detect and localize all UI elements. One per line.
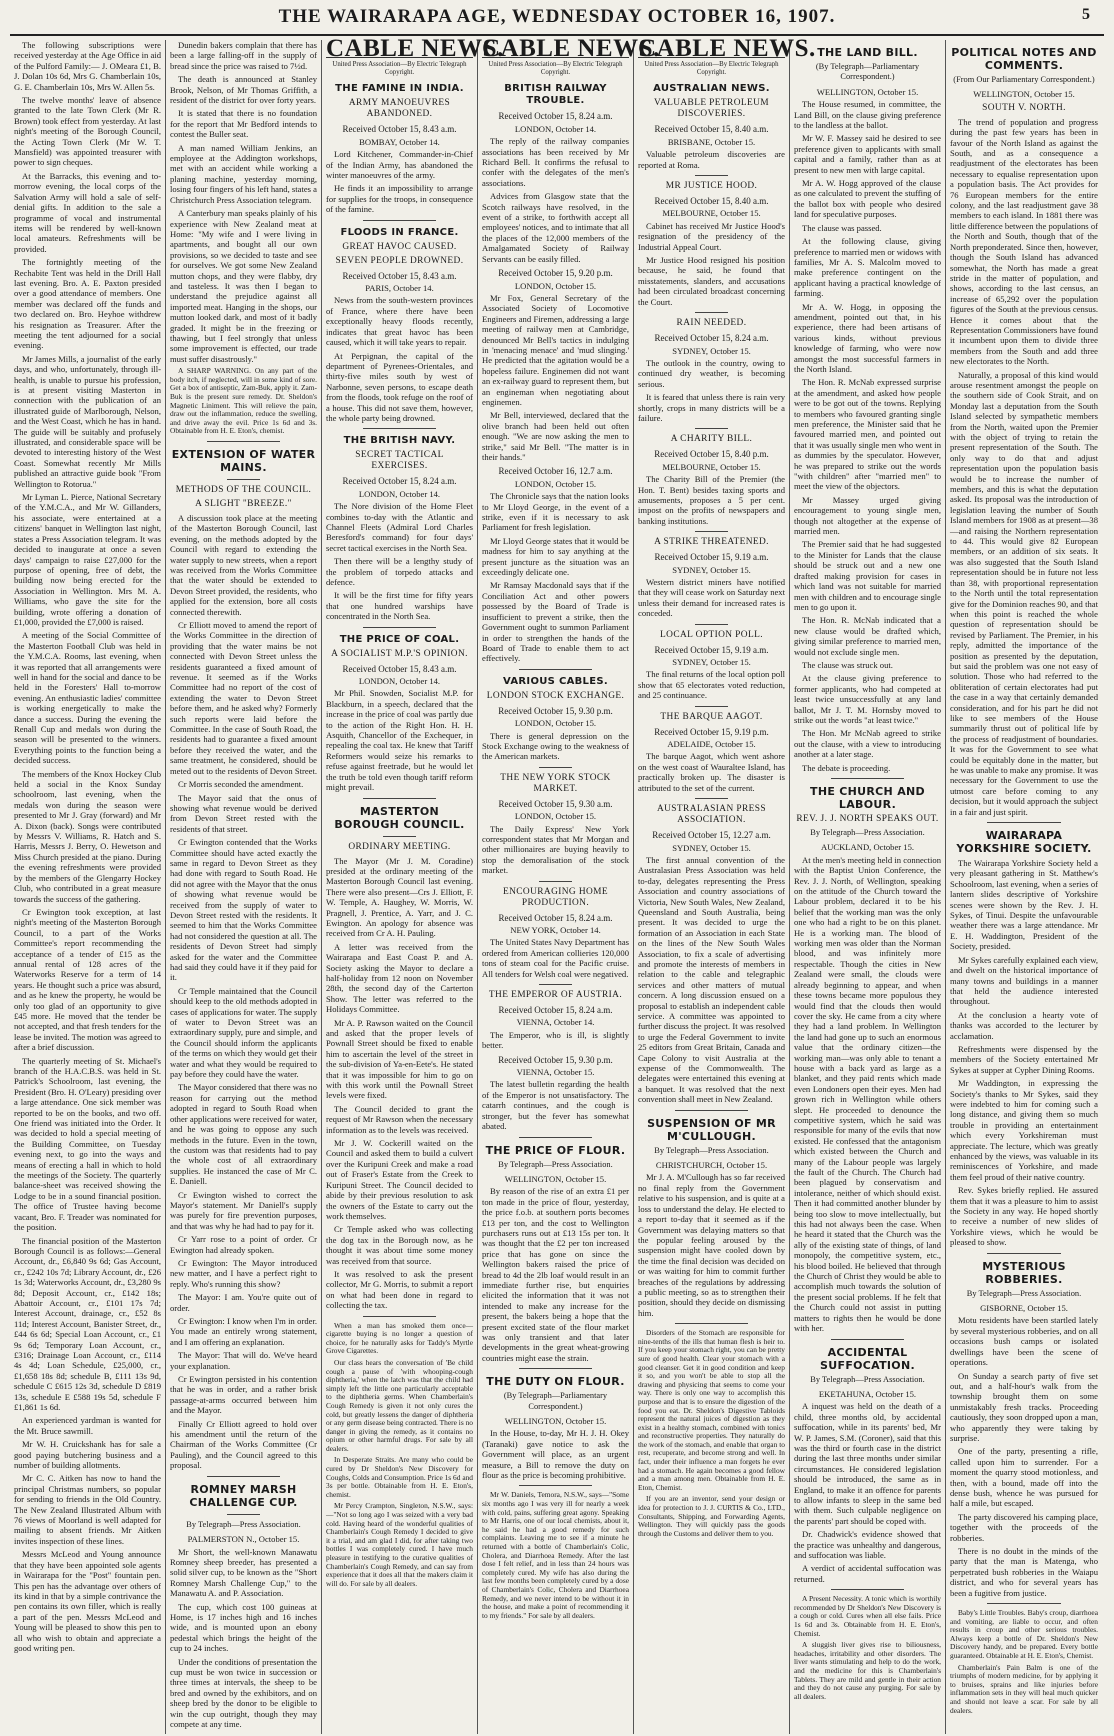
paragraph: The clause was struck out. (802, 659, 893, 670)
dateline: MELBOURNE, October 15. (662, 208, 761, 219)
divider (695, 175, 727, 176)
subheading: VALUABLE PETROLEUM DISCOVERIES. (653, 98, 770, 120)
divider (831, 1589, 905, 1590)
byline: By Telegraph—Press Association. (498, 1159, 613, 1169)
paragraph: Cr Ewington persisted in his contention that he was in order, and a rather brisk passage-at-arms occurred between him and the Mayor. (170, 1374, 317, 1416)
paragraph: At the men's meeting held in connection with the Baptist Union Conference, the Rev. J. J. North, of Wellington, speaking on the attitude of the Church toward the Labour problem, declared it to be his belief that the working man was the only one who had a right to be on this planet. He is a working man. The blood of working men was older than the Norman blood, and was infinitely more respectable. Though the cities in New Zealand were small, the clouds were already beginning to appear, and when these towns became more populous they would find that the clouds then would cover the sky. He came from a city where they had a land problem. In Wellington the land had gone up to such an enormous value that the ordinary citizen—the working man—was only able to tenant a house with a back yard as large as a blanket, and they paid rents which made even Londoners open their eyes. Men had grown rich in Wellington while others slept. He proceeded to denounce the competitive system, which he said was responsible for many of the evils that now existed. He confessed that the antagonism which existed between the Church and many of the Labour people was largely the fault of the Church. The Church had been plagued by conservatism and intolerance, neither of which should exist. Then it had committed another blunder by being too slow to move intellectually, but this had not always been the case. When he heard it stated that the Church was the ally of the existing state of things, of land monopoly, the competitive system, etc., his blood boiled. He believed that through the Church of Christ they would be able to accomplish much towards the solution of the present social problems. If he felt that the Church could not assist in putting matters to rights then he would be done with her. (794, 854, 941, 1334)
paragraph: Cr Ewington: I know when I'm in order. You made an entirely wrong statement, and I am offering an explanation. (170, 1316, 317, 1347)
paragraph: It was resolved to ask the present collector, Mr G. Morris, to submit a report on what had been done in regard to collecting the tax. (326, 1268, 473, 1311)
paragraph: Dunedin bakers complain that there has been a large falling-off in the supply of bread since the price was raised to 7½d. (170, 40, 317, 71)
advertisement: Mr Percy Crampton, Singleton, N.S.W., says:—"Not so long ago I was seized with a very bad cold. Having heard of the wonderful qualities of Chamberlain's Cough Remedy I decided to give it a trial, and am glad I did, for after taking two bottles I was completely cured. I have much pleasure in testifying to the curative qualities of Chamberlain's Cough Remedy, and can say from experience that it does all that the makers claim it will do. For sale by all dealers. (326, 1501, 473, 1588)
paragraph: Naturally, a proposal of this kind would arouse resentment amongst the people on the southern side of Cook Strait, and on Monday last a deputation from the South Island selected by sympathetic members from the North, waited upon the Premier with the object of trying to retain the present representation of the South. The only way to do that and adjust representation upon the population basis would be to increase the number of members, and this is what the deputation asked. Its proposal was the introduction of legislation leaving the number of South Island members for 1908 as at present—38—and raising the Northern representation to 44. This would give 82 European members, or an addition of six seats. It was also suggested that the South Island representation should be in future not less than 38, with proportional representation to the North until the total representation give for the Dominion reaches 90, and that when this point is reached the whole question of representation should be revised by Parliament. The Premier, in his reply, admitted the importance of the position as presented by the deputation, but said the problem was one not easy of solution. Those who had referred to the obliteration of certain electorates had put the case in a way that certainly demanded consideration, and for his part he did not like to see members of the House summarily thrust out of political life by the process of readjustment of boundaries. It was for the Government to see what could be equitably done in the matter, but he was unable to make any promise. It was necessary for the Government to use the utmost care before coming to any decision, but it would approach the subject in a fair and just spirit. (950, 369, 1098, 817)
paragraph: The final returns of the local option poll show that 65 electorates voted reduction, and 25 continuance. (638, 669, 785, 701)
subheading: LONDON STOCK EXCHANGE. (486, 690, 625, 701)
credit-line: United Press Association—By Electric Telegraph Copyright. (332, 61, 467, 77)
divider (695, 706, 727, 707)
subheading: METHODS OF THE COUNCIL. (175, 484, 312, 495)
paragraph: News from the south-western provinces of France, where there have been exceptionally heavy floods recently, indicates that great havoc has been caused, which it will take years to repair. (326, 295, 473, 348)
paragraph: Messrs McLeod and Young announce that they have been appointed sole agents in Wairarapa for the "Post" fountain pen. This pen has the advantage over others of its kind in that by a simple contrivance the pen contains its own filler, which is really a part of the pen. Messrs McLeod and Young will be pleased to show this pen to all who wish to obtain and appreciate a good writing pen. (14, 1549, 161, 1653)
dateline: MELBOURNE, October 15. (662, 461, 761, 472)
paragraph: Mr Ramsay Macdonald says that if the Conciliation Act and other powers possessed by the Board of Trade is insufficient to prevent a strike, then the Government ought to summon Parliament in order to strengthen the hands of the Board of Trade to enable them to act effectively. (482, 580, 629, 664)
paragraph: At Perpignan, the capital of the department of Pyrenees-Orientales, and thirty-five miles south by west of Narbonne, seven persons, to escape death from the floods, took refuge on the roof of a house. This did not save them, however, the whole party being drowned. (326, 350, 473, 423)
divider (987, 822, 1061, 823)
paragraph: A man named William Jenkins, an employee at the Addington workshops, met with an accident while working a planing machine, yesterday morning, losing four fingers of his left hand, states a Christchurch Press Association telegram. (170, 142, 317, 205)
divider (519, 1485, 593, 1486)
section-heading: EXTENSION OF WATER MAINS. (171, 447, 316, 474)
paragraph: Mr A. W. Hogg approved of the clause as one calculated to prevent the stuffing of the ballot box with people who desired land for speculative purposes. (794, 178, 941, 220)
paragraph: Mr A. P. Rawson waited on the Council and asked that the proper levels of Pownall Street should be fixed to enable him to ascertain the level of the street in the sub-division of Ya-en-Eete's. He stated that it was impossible for him to go on with this work until the Pownall Street levels were fixed. (326, 1017, 473, 1101)
paragraph: By reason of the rise of an extra £1 per ton made in the price of flour, yesterday, the price f.o.b. at southern ports becomes £13 per ton, and the cost to Wellington purchasers runs out at £13 15s per ton. It was thought that the £2 per ton increased price that has gone on since the Wellington bakers raised the price of bread to 4d the 2lb loaf would result in an immediate further rise, but enquiries elicited the information that it was not intended to make any increase for the present, the bakers being a hope that the present excited state of the flour market was only transient and that later developments in the great wheat-growing countries might ease the strain. (482, 1186, 629, 1363)
divider (519, 669, 593, 670)
section-heading: FLOODS IN FRANCE. (340, 226, 459, 238)
paragraph: Mr A. W. Hogg, in opposing the amendment, pointed out that, in his experience, there had been artisans of various kinds, without previous knowledge of farming, who were now amongst the most successful farmers in the North Island. (794, 301, 941, 374)
paragraph: Lord Kitchener, Commander-in-Chief of the Indian Army, has abandoned the winter manoeuvres of the army. (326, 149, 473, 181)
dateline: PALMERSTON N., October 15. (187, 1534, 300, 1545)
subheading: REV. J. J. NORTH SPEAKS OUT. (796, 814, 939, 824)
paragraph: The outlook in the country, owing to continued dry weather, is becoming serious. (638, 357, 785, 389)
paragraph: The members of the Knox Hockey Club held a social in the Knox Sunday schoolroom, last evening, when the medals won during the season were presented to Mr J. Gray (forward) and Mr A. Dixon (back). Songs were contributed by Messrs V. Williams, R. Hatch and S. Harris, Messrs J. Berry, O. Hewetson and Miss Church presided at the piano. During the evening refreshments were provided by the members of the Glengarry Hockey Club, who contributed in a great measure towards the success of the gathering. (14, 768, 161, 904)
divider (987, 1603, 1061, 1604)
dateline: VIENNA, October 14. (516, 1017, 595, 1028)
paragraph: The Emperor, who is ill, is slightly better. (482, 1029, 629, 1051)
subheading: A SLIGHT "BREEZE." (195, 498, 292, 509)
paragraph: Cr Temple asked who was collecting the dog tax in the Borough now, as he thought it was about time some money was received from that source. (326, 1224, 473, 1266)
paragraph: Mr Fox, General Secretary of the Associated Society of Locomotive Engineers and Firemen, addressing a large meeting of railway men at Cambridge, denounced Mr Bell's tactics in indulging in 'menacing menace' and 'mud slinging.' He predicted that the agitation would be a hopeless failure. Enginemen did not want an ex-railway guard to represent them, but an engineman when negotiating about enginemen. (482, 292, 629, 407)
advertisement: If you are an inventor, send your design or idea for protection to J. J. CURTIS & Co., LTD., Consultants, Shipping, and Forwarding Agents, Wellington. They will quickly pass the goods through the Customs and deliver them to you. (638, 1494, 785, 1538)
dateline: BRISBANE, October 15. (667, 136, 756, 147)
subheading: ENCOURAGING HOME PRODUCTION. (502, 886, 609, 908)
received-line: Received October 15, 8.43 a.m. (342, 663, 457, 674)
divider (519, 1137, 593, 1138)
dateline: LONDON, October 14. (358, 488, 441, 499)
section-heading: THE FAMINE IN INDIA. (335, 83, 464, 95)
divider (207, 1476, 281, 1477)
paragraph: Mr Lyman L. Pierce, National Secretary of the Y.M.C.A., and Mr W. Gillanders, his associate, were entertained at a citizens' banquet in Wellington last night, states a Press Association telegram. It was decided to inaugurate at once a seven days' campaign to raise £27,000 for the purpose of opening, free of debt, the building now being erected for the Association in Wellington. Mrs M. A. Williams, who gave the site for the building, wrote offering a donation of £1,000, provided the £7,000 is raised. (14, 492, 161, 627)
byline: By Telegraph—Press Association. (654, 1145, 769, 1155)
paragraph: The Wairarapa Yorkshire Society held a very pleasant gathering in St. Matthew's Schoolroom, last evening, when a series of lantern slides descriptive of Yorkshire scenes were shown by the Rev. J. H. Sykes, of Tinui. Despite the unfavourable weather there was a large attendance. Mr E. H. Waddington, President of the Society, presided. (950, 858, 1098, 952)
advertisement: Our class hears the conversation of 'Be child cough a pause of 'with whooping-cough diphtheria,' when the latch was that the child had simply left the little one particularly acceptable to the diphtheria germs. When Chamberlain's Cough Remedy is given it not only cures the cold, but greatly lessens the danger of diphtheria or any germ disease being contracted. There is no danger in giving the remedy, as it contains no opium or other harmful drugs. For sale by all dealers. (326, 1357, 473, 1453)
divider (363, 220, 437, 221)
paragraph: Refreshments were dispensed by the members of the Society entertained Mr Sykes at supper at Cypher Dining Rooms. (950, 1043, 1098, 1075)
section-heading: THE BRITISH NAVY. (343, 435, 456, 447)
section-heading: THE LAND BILL. (817, 46, 918, 59)
paragraph: Cr Ewington contended that the Works Committee should have acted exactly the same in regard to Devon Street as they had done with regard to South Road. He did not agree with the Mayor that the onus of showing what revenue would be received from the supply of water to Devon Street rested with the residents. It seemed to him that the Works Committee had not considered the question at all. The residents of Devon Street had simply asked for the water and the Committee had said they could have it if they paid for it. (170, 837, 317, 983)
section-heading: MASTERTON BOROUGH COUNCIL. (334, 804, 465, 831)
paragraph: An experienced yardman is wanted for the Mt. Bruce sawmill. (14, 1415, 161, 1436)
paragraph: At the Barracks, this evening and to-morrow evening, the local corps of the Salvation Army will hold a sale of self-denial gifts. In addition to the sale a programme of vocal and instrumental items will be rendered by well-known local amateurs. Refreshments will be provided. (14, 170, 161, 254)
cable-news-banner: CABLE NEWS. (326, 35, 504, 62)
paragraph: The cup, which cost 100 guineas at Home, is 17 inches high and 16 inches wide, and is mounted upon an ebony pedestal which brings the height of the cup to 24 inches. (170, 1601, 317, 1654)
divider (227, 479, 259, 480)
credit-line: United Press Association—By Electric Telegraph Copyright. (488, 61, 623, 77)
paragraph: Then there will be a lengthy study of the problem of torpedo attacks and defence. (326, 556, 473, 587)
column-6 (790, 40, 946, 1734)
received-line: Received October 15, 8.24 a.m. (654, 333, 769, 344)
received-line: Received October 15, 8.24 a.m. (342, 476, 457, 487)
paragraph: There is general depression on the Stock Exchange owing to the weakness of the American markets. (482, 730, 629, 762)
divider (363, 428, 437, 429)
paragraph: The Council decided to grant the request of Mr Rawson when the necessary information as to the levels was received. (326, 1103, 473, 1135)
paragraph: The following subscriptions were received yesterday at the Age Office in aid of the Pulford Family:— J. OMeara £1, B. J. Dolan 10s 6d, Mrs G. Chamberlain 10s, G. E. Chamberlain 10s, Mrs W. Allen 5s. (14, 40, 161, 92)
received-line: Received October 15, 9.30 a.m. (498, 798, 613, 809)
paragraph: The Nore division of the Home Fleet combines to-day with the Atlantic and Channel Fleets (Admiral Lord Charles Beresford's command) for four days' secret tactical exercises in the North Sea. (326, 501, 473, 553)
paragraph: He finds it an impossibility to arrange for supplies for the troops, in consequence of the famine. (326, 183, 473, 215)
section-heading: VARIOUS CABLES. (503, 675, 608, 687)
paragraph: Mr J. W. Cockerill waited on the Council and asked them to build a culvert over the Kuripuni Creek and make a road out of Fraser's Estate from the Creek to Kuripuni Street. The Council decided to abide by their previous resolution to ask the owners of the Estate to carry out the work themselves. (326, 1138, 473, 1221)
divider (227, 1514, 259, 1515)
paragraph: Mr W. H. Cruickshank has for sale a good paying butchering business and a number of building allotments. (14, 1439, 161, 1471)
received-line: Received October 15, 8.43 a.m. (342, 270, 457, 281)
credit-line: United Press Association—By Electric Telegraph Copyright. (644, 61, 779, 77)
paragraph: Mr Short, the well-known Manawatu Romney sheep breeder, has presented a solid silver cup, to be known as the "Short Romney Marsh Challenge Cup," to the Manawatu A. and P. Association. (170, 1546, 317, 1599)
divider (363, 627, 437, 628)
paragraph: The latest bulletin regarding the health of the Emperor is not unsatisfactory. The catarrh continues, and the cough is stronger, but the fever has somewhat abated. (482, 1079, 629, 1132)
divider (207, 441, 281, 442)
paragraph: The trend of population and progress during the past few years has been in favour of the North Island as against the South, and as a consequence a readjustment of the electorates has been necessary to equalise representation upon a population basis. The Act provides for 76 European members for the entire colony, and the last readjustment gave 38 members to each island. In 1881 there was little difference between the populations of the North and South, though that of the North preponderated. Since then, however, though the South Island has advanced somewhat, the North has made a great stride in the matter of population, and shows, according to the last census, an increase of 65,292 over the population figures of the South at the previous census. Hence it comes about that the Representation Commissioners have found it incumbent upon them to divide three members from the South and add three new electorates to the North. (950, 116, 1098, 367)
received-line: Received October 15, 12.27 a.m. (652, 830, 771, 841)
page-number: 5 (1082, 6, 1090, 23)
paragraph: A Canterbury man speaks plainly of his experience with New Zealand meat at Home: "My wife and I were living in apartments, and bought all our own provisions, so we decided to taste and see for ourselves. We got some New Zealand mutton chops, and they were flabby, dry and tasteless. It was then I began to understand the prejudice against all imported meat. Hanging in the shops, our mutton looked dark, and most of it badly graded. It might be in the freezing or thawing, but I feel strongly that unless some improvement is effected, our trade must suffer disastrously." (170, 208, 317, 364)
received-line: Received October 15, 8.24 a.m. (498, 1005, 613, 1016)
paragraph: The Mayor: That will do. We've heard your explanation. (170, 1350, 317, 1371)
divider (695, 798, 727, 799)
dateline: SYDNEY, October 15. (672, 345, 751, 356)
paragraph: Mr Sykes carefully explained each view, and dwelt on the historical importance of many towns and buildings in a manner that held the audience interested throughout. (950, 954, 1098, 1007)
divider (539, 881, 571, 882)
cable-news-banner: CABLE NEWS. (482, 35, 660, 62)
paragraph: Mr James Mills, a journalist of the early days, and who, unfortunately, through ill-health, is unable to pursue his profession, is at present visiting Masterton in connection with the publication of an illustrated guide of Marlborough, Nelson, and the West Coast, which he has in hand. The guide will be suitably and profusely illustrated, and considerable space will be devoted to interesting history of the West Coast. Somewhat recently Mr Mills published an attractive guide book "From Wellington to Rotorua." (14, 353, 161, 489)
paragraph: The quarterly meeting of St. Michael's branch of the H.A.C.B.S. was held in St. Patrick's Schoolroom, last evening, the President (Bro. H. O'Leary) presiding over a large attendance. One sick member was reported to be on the books, and two off. One friend was initiated into the Order. It was decided to hold a special meeting of the Building Committee, on Tuesday evening next, to go into the ways and means of erecting a hall in which to hold the meetings of the Society. The quarterly balance-sheet was received showing the Lodge to be in a sound financial position. The office of Trustee having become vacant, Bro. F. Treader was nominated for the position. (14, 1055, 161, 1233)
received-line: Received October 15, 9.19 p.m. (654, 726, 769, 737)
masthead-title: THE WAIRARAPA AGE, WEDNESDAY OCTOBER 16, 1907. (278, 6, 836, 27)
dateline: LONDON, October 15. (514, 478, 597, 489)
paragraph: The financial position of the Masterton Borough Council is as follows:—General Account, dr., £6,840 9s 6d; Gas Account, cr., £242 10s 7d; Library Account, dr., £26 1s 3d; Waterworks Account, dr., £3,280 9s 8d; Deposit Account, cr., £142 18s; Abattoir Account, cr., £101 17s 7d; Interest Account, drainage, cr., £52 8s 11d; Interest Account, Banister Street, dr., £44 6s 6d; Special Loan Account, cr., £1 9s 6d; Temporary Loan Account, cr., £316; Drainage Loan Account, cr., £114 4s 4d; Loan Schedule, £25,000, cr., £1,658 18s 8d; schedule B, £111 13s 9d, schedule C £615 12s 3d, schedule D £819 13s, schedule E £588 19s 5d, schedule F £1,861 1s 6d. (14, 1235, 161, 1412)
subheading: SOUTH V. NORTH. (982, 102, 1066, 113)
paragraph: It is feared that unless there is rain very shortly, crops in many districts will be a failure. (638, 392, 785, 423)
paragraph: Cr Ewington wished to correct the Mayor's statement. Mr Daniell's supply was purely for fire prevention purposes, and that was why he had had to pay for it. (170, 1189, 317, 1231)
divider (831, 778, 905, 779)
paragraph: Motu residents have been startled lately by several mysterious robberies, and on all occasions bush camps or isolated dwellings have been the scene of operations. (950, 1315, 1098, 1368)
dateline: LONDON, October 14. (358, 676, 441, 687)
dateline: CHRISTCHURCH, October 15. (655, 1160, 768, 1171)
paragraph: A letter was received from the Wairarapa and East Coast P. and A. Society asking the Mayor to declare a half-holiday from 12 noon on November 28th, the second day of the Carterton Show. The letter was referred to the Holidays Committee. (326, 941, 473, 1015)
paragraph: At the clause giving preference to former applicants, who had competed at least twice unsuccessfully at any land ballot, Mr J. T. M. Hornsby moved to strike out the words "at least twice." (794, 673, 941, 725)
cable-news-banner: CABLE NEWS. (638, 35, 816, 62)
section-heading: SUSPENSION OF MR M'CULLOUGH. (647, 1116, 776, 1143)
subheading: A CHARITY BILL. (670, 434, 753, 445)
divider (695, 312, 727, 313)
paragraph: It is stated that there is no foundation for the report that Mr Bedford intends to contest the Buller seat. (170, 108, 317, 140)
paragraph: On Sunday a search party of five set out, and a half-hour's walk from the township brought them on some unmistakably fresh tracks. Proceeding cautiously, they soon dropped upon a man, who apparently they were taking by surprise. (950, 1370, 1098, 1443)
dateline: LONDON, October 15. (514, 811, 597, 822)
paragraph: Mr W. F. Massey said he desired to see preference given to applicants with small capital and a family, rather than as at present to new men with large capital. (794, 133, 941, 175)
byline: By Telegraph—Press Association. (186, 1519, 301, 1529)
divider (519, 1368, 593, 1369)
section-heading: THE CHURCH AND LABOUR. (810, 785, 925, 811)
received-line: Received October 15, 9.30 p.m. (498, 1054, 613, 1065)
section-heading: ROMNEY MARSH CHALLENGE CUP. (189, 1482, 298, 1509)
paragraph: The United States Navy Department has ordered from American collieries 120,000 tons of steam coal for the Pacific cruise. All tenders for Welsh coal were negatived. (482, 937, 629, 979)
paragraph: Mr Bell, interviewed, declared that the olive branch had been held out often enough. "We are now asking the men to strike," said Mr Bell. "The matter is in their hands." (482, 410, 629, 462)
paragraph: The party discovered his camping place, together with the proceeds of the robberies. (950, 1511, 1098, 1543)
dateline: EKETAHUNA, October 15. (818, 1388, 917, 1399)
paragraph: Mr Waddington, in expressing the Society's thanks to Mr Sykes, said they were indebted to him for coming such a long distance, and giving them so much trouble in providing an entertainment which every Yorkshireman must appreciate. The lecture, which was greatly enhanced by the views, was valuable in its reminiscences of Yorkshire, and made them feel proud of their native country. (950, 1078, 1098, 1182)
subheading: ORDINARY MEETING. (348, 841, 451, 852)
subheading: A SOCIALIST M.P.'S OPINION. (331, 648, 468, 659)
paragraph: Advices from Glasgow state that the Scotch railways have resolved, in the event of a strike, to forthwith accept all employees' notices, and to intimate that all the places of the 12,000 members of the Amalgamated Society of Railway Servants can be easily filled. (482, 191, 629, 264)
paragraph: The Mayor: I am. You're quite out of order. (170, 1292, 317, 1313)
divider (363, 1316, 437, 1317)
paragraph: Cr Yarr rose to a point of order. Cr Ewington had already spoken. (170, 1234, 317, 1255)
paragraph: Mr Justice Hood resigned his position because, he said, he found that misstatements, slanders, and accusations had been circulated broadcast concerning the Court. (638, 255, 785, 307)
advertisement: In Desperate Straits. Are many who could be cured by Dr Sheldon's New Discovery for Coughs, Colds and Consumption. Price 1s 6d and 3s per bottle. Obtainable from H. E. Eton's, chemist. (326, 1455, 473, 1499)
dateline: LONDON, October 15. (514, 718, 597, 729)
paragraph: The Chronicle says that the nation looks to Mr Lloyd George, in the event of a strike, even if it is necessary to ask Parliament for fresh legislation. (482, 491, 629, 533)
dateline: NEW YORK, October 14. (510, 925, 601, 935)
section-heading: THE PRICE OF COAL. (339, 633, 460, 645)
paragraph: Mr Massey urged giving encouragement to young single men, though not altogether at the expense of married men. (794, 494, 941, 537)
dateline: GISBORNE, October 15. (980, 1303, 1068, 1314)
paragraph: Mr Lloyd George states that it would be madness for him to say anything at the present juncture as the situation was an exceedingly delicate one. (482, 535, 629, 578)
dateline: VIENNA, October 15. (516, 1067, 595, 1078)
subheading: RAIN NEEDED. (676, 318, 747, 329)
advertisement: Baby's Little Troubles. Baby's croup, diarrhoea and vomiting, are liable to occur, and often results in croup and other serious troubles. Always keep a bottle of Dr. Sheldon's New Discovery handy, and be prepared. Every bottle guaranteed. Obtainable at H. E. Eton's, Chemist. (950, 1608, 1098, 1660)
dateline: PARIS, October 14. (365, 283, 434, 294)
section-heading: MYSTERIOUS ROBBERIES. (982, 1259, 1066, 1286)
section-heading: POLITICAL NOTES AND COMMENTS. (951, 46, 1097, 72)
divider (675, 1323, 749, 1324)
divider (695, 531, 727, 532)
subheading: A STRIKE THREATENED. (654, 537, 769, 548)
paragraph: The Charity Bill of the Premier (the Hon. T. Bent) besides taxing sports and amusements, proposes a 5 per cent. impost on the profits of newspapers and banking institutions. (638, 474, 785, 526)
received-line: Received October 15, 9.20 p.m. (498, 268, 613, 279)
paragraph: Cr Morris seconded the amendment. (178, 779, 304, 790)
dateline: WELLINGTON, October 15. (504, 1173, 607, 1184)
paragraph: The fortnightly meeting of the Rechabite Tent was held in the Drill Hall last evening. Bro. A. E. Paxton presided over a good attendance of members. One member was declared off the funds and two declared on. Bro. Heyhoe withdrew his resignation as Treasurer. After the meeting the tent adjourned for a social evening. (14, 257, 161, 351)
paragraph: The Hon. R. McNab expressed surprise at the amendment, and asked how people were to be got out of the towns. Replying to members who favoured granting single men preference, the Minister said that he favoured married men, and pointed out that it was usually single men who went in as dummies by the speculator. However, he was prepared to strike out the words "with children" after "married men" to meet the view of the objectors. (794, 377, 941, 492)
paragraph: The death is announced at Stanley Brook, Nelson, of Mr Thomas Griffith, a resident of the district for over forty years. (170, 74, 317, 106)
paragraph: At the conclusion a hearty vote of thanks was accorded to the lecturer by acclamation. (950, 1009, 1098, 1041)
column-2 (166, 40, 322, 1734)
received-line: Received October 15, 8.24 a.m. (498, 912, 613, 923)
paragraph: The Mayor (Mr J. M. Coradine) presided at the ordinary meeting of the Masterton Borough Council last evening. There were also present—Crs J. Elliott, F. W. Temple, A. Haughey, W. Morris, W. Pragnell, J. Prentice, A. Yarr, and J. C. Ewington. An apology for absence was received from Cr A. H. Pauling. (326, 855, 473, 939)
paragraph: Cr Ewington took exception, at last night's meeting of the Masterton Borough Council, to a part of the Works Committee's report recommending the acceptance of a tender of £15 as the annual rental of 128 acres of the Waterworks Reserve for a term of 14 years. He thought such a price was absurd, and as he knew the property, he would be only too glad of an opportunity to give £45 more. He moved that the tender be not accepted, and that fresh tenders for the lease be invited. The motion was agreed to after a brief discussion. (14, 906, 161, 1053)
dateline: ADELAIDE, October 15. (667, 739, 756, 750)
dateline: LONDON, October 14. (514, 123, 597, 134)
columns (10, 35, 1104, 1734)
paragraph: The Hon. Mr McNab agreed to strike out the clause, with a view to introducing another at a later stage. (794, 728, 941, 760)
advertisement: A SHARP WARNING. On any part of the body itch, if neglected, will in some kind of sore. Get a box of antiseptic, Zam-Buk, apply it. Zam-Buk is the present sure remedy. Dr. Sheldon's Magnetic Liniment. This will relieve the pain, draw out the inflammation, reduce the swelling, and drive away the evil. Price 1s 6d and 3s. Obtainable from H. E. Eton's, chemist. (170, 366, 317, 436)
paragraph: Rev. Sykes briefly replied. He assured them that it was a pleasure to him to assist the Society in any way. He hoped shortly to receive a number of new slides of Yorkshire views, which he would be pleased to show. (950, 1185, 1098, 1248)
paragraph: There is no doubt in the minds of the party that the man is Matenga, who perpetrated bush robberies in the Waiapu district, and who for several years has been a fugitive from justice. (950, 1546, 1098, 1598)
paragraph: Mr Phil. Snowden, Socialist M.P. for Blackburn, in a speech, declared that the increase in the price of coal was partly due to the action of the Right Hon. H. H. Asquith, Chancellor of the Exchequer, in repealing the coal tax. He knew that Tariff Reformers would seize his remarks to refuse against freetrade, but he would let the truth be told even though tariff reform might prevail. (326, 688, 473, 793)
section-heading: WAIRARAPA YORKSHIRE SOCIETY. (956, 829, 1092, 856)
subheading: SECRET TACTICAL EXERCISES. (355, 450, 444, 472)
paragraph: The Hon. R. McNab indicated that a new clause would be drafted which, giving similar preference to married men, would not exclude single men. (794, 615, 941, 657)
received-line: Received October 16, 12.7 a.m. (498, 466, 613, 477)
paragraph: Dr. Chadwick's evidence showed that the practice was unhealthy and dangerous, and suffocation was liable. (794, 1529, 941, 1560)
paragraph: The House resumed, in committee, the Land Bill, on the clause giving preference to the landless at the ballot. (794, 99, 941, 131)
byline: By Telegraph—Press Association. (966, 1288, 1082, 1298)
dateline: SYDNEY, October 15. (672, 657, 751, 668)
received-line: Received October 15, 8.40 a.m. (654, 196, 769, 207)
column-3 (322, 35, 504, 1734)
divider (539, 984, 571, 985)
divider (695, 624, 727, 625)
divider (831, 1339, 905, 1340)
subheading: THE BARQUE AAGOT. (660, 711, 763, 722)
paragraph: A verdict of accidental suffocation was returned. (794, 1563, 941, 1584)
paragraph: Valuable petroleum discoveries are reported at Roma. (638, 149, 785, 170)
advertisement: A sluggish liver gives rise to biliousness, headaches, irritability and other disorders. The liver wants stimulating and help to do the work, and the medicine for this is Chamberlain's Tablets. They are mild and gentle in their action and they do not cause any purging. For sale by all dealers. (794, 1640, 941, 1701)
paragraph: The clause was passed. (802, 222, 882, 233)
paragraph: Mr C. C. Aitken has now to hand the principal Christmas numbers, so popular for sending to friends in the Old Country. The New Zealand Illustrated Album with 76 views of Moorland is well adapted for mailing to absent friends. Mr Aitken invites inspection of these lines. (14, 1473, 161, 1546)
advertisement: When a man has smoked them once—cigarette buying is no longer a question of choice, for he naturally asks for Taddy's Myrtle Grove Cigarettes. (326, 1320, 473, 1356)
paragraph: The Premier said that he had suggested to the Minister for Lands that the clause should be struck out and a new one drafted making provision for cases in which land was not suitable for married men with children and to encourage single men to go upon it. (794, 539, 941, 612)
subheading: THE EMPEROR OF AUSTRIA. (488, 990, 623, 1001)
paragraph: The reply of the railway companies associations has been received by Mr Richard Bell. It confirms the refusal to confer with the delegates of the men's associations. (482, 136, 629, 188)
advertisement: Disorders of the Stomach are responsible for nine-tenths of the ills that human flesh is heir to. If you keep your stomach right, you can be pretty sure of good health. Clear your stomach with a good cleanser. Get it in good condition and keep it so, and you won't be able to stop all the drawing and physicing that seems to come your way. There is only one way to accomplish this purpose and that is to ensure the digestion of the food you eat. Dr. Sheldon's Digestive Tabloids represent the natural juices of digestion as they exist in a healthy stomach, combined with tonics and reconstructive properties. They naturally do the work of the stomach, and enable that organ to rest, recuperate, and become strong and well. In fact, under their influence a man forgets he ever had a stomach. He again becomes a good fellow and a man among men. Obtainable from H. E. Eton, Chemist. (638, 1328, 785, 1492)
paragraph: The debate is proceeding. (802, 762, 891, 773)
paragraph: The first annual convention of the Australasian Press Association was held to-day, delegates representing the Press Association and country associations of Victoria, New South Wales, New Zealand, Queensland and South Australia, being present. It was decided to urge the formation of an Association in each State on the lines of the New South Wales Association, to fix a scale of advertising and promote the interests of members in relation to the cable and telegraphic services and other matters of mutual concern. A long discussion ensued on a proposal to establish an independent cable service. A committee was appointed to further discuss the project. It was resolved to urge the Federal Government to invite 25 editors from Great Britain, Canada and Cape Colony to visit Australia at the expense of the Commonwealth. The delegates were entertained this evening at a banquet. It was resolved that the next convention shall meet in New Zealand. (638, 854, 785, 1105)
section-heading: THE DUTY ON FLOUR. (486, 1375, 625, 1389)
subheading: THE NEW YORK STOCK MARKET. (500, 772, 611, 794)
column-1 (10, 40, 166, 1734)
section-heading: ACCIDENTAL SUFFOCATION. (820, 1345, 915, 1372)
dateline: WELLINGTON, October 15. (504, 1416, 607, 1427)
byline: By Telegraph—Press Association. (810, 1374, 925, 1384)
paragraph: The twelve months' leave of absence granted to the late Town Clerk (Mr R. Brown) took effect from yesterday. At last night's meeting of the Borough Council, the Acting Town Clerk (Mr W. T. Mansfield) was appointed treasurer with power to sign cheques. (14, 95, 161, 168)
paragraph: It will be the first time for fifty years that one hundred warships have concentrated in the North Sea. (326, 590, 473, 622)
received-line: Received October 15, 8.24 a.m. (498, 111, 613, 122)
paragraph: Western district miners have notified that they will cease work on Saturday next unless their demand for increased rates is conceded. (638, 577, 785, 619)
dateline: SYDNEY, October 15. (672, 842, 751, 853)
received-line: Received October 15, 9.19 a.m. (654, 552, 769, 563)
divider (987, 1253, 1061, 1254)
dateline: AUCKLAND, October 15. (820, 842, 915, 853)
divider (383, 836, 415, 837)
section-heading: AUSTRALIAN NEWS. (653, 83, 770, 95)
column-4 (478, 35, 660, 1734)
paragraph: The Mayor said that the onus of showing what revenue would be derived from Devon Street rested with the residents of that street. (170, 792, 317, 834)
paragraph: A discussion took place at the meeting of the Masterton Borough Council, last evening, on the methods adopted by the Council with regard to extending the water supply to new streets, when a report was received from the Works Committee that the water should be extended to Devon Street provided, the residents, who applied for the extension, bore all costs connected therewith. (170, 512, 317, 617)
paragraph: A inquest was held on the death of a child, three months old, by accidental suffocation, while in its parents' bed, Mr W. P. James, S.M. (Coroner), said that this was the third or fourth case in the district during the last three months under similar circumstances. He considered legislation should be introduced, the same as in England, to make it an offence for parents to allow infants to sleep in the same bed with them. Such culpable negligence on the parents' part should be coped with. (794, 1401, 941, 1526)
subheading: LOCAL OPTION POLL. (660, 629, 763, 640)
advertisement: Mr W. Daniels, Temora, N.S.W., says—"Some six months ago I was very ill for nearly a week with cold, pains, suffering great agony. Speaking to Mr Harris, one of our local chemists, about it, he said he had a good remedy for such complaints. Leaving me to see if a minute he returned with a bottle of Chamberlain's Colic, Cholera, and Diarrhoea Remedy. After the last dose I felt relief, and in less than 24 hours was completely cured. My wife has also during the last few months been completely cured by a dose of Chamberlain's Colic, Cholera and Diarrhoea Remedy, and we never intend to be without it in the house, and make a point of recommending it to my friends." For sale by all dealers. (482, 1490, 629, 1620)
paragraph: Cr Temple maintained that the Council should keep to the old methods adopted in cases of applications for water. The supply of water to Devon Street was an extraordinary supply, pure and simple, and the Council should inform the applicants of the terms on which they would get their water and what they would be required to pay before they could have the water. (170, 985, 317, 1080)
paragraph: Cr Elliott moved to amend the report of the Works Committee in the direction of providing that the water mains be not connected with Devon Street unless the residents guaranteed a fixed amount of revenue. It seemed as if the Works Committee had no report of the cost of extending the water to Devon Street before them, and he asked why? Formerly such reports were laid before the Committee. In the case of South Road, the residents had to guarantee a fixed amount before they received the water, and the same treatment, he considered, should be meted out to the residents of Devon Street. (170, 620, 318, 776)
dateline: LONDON, October 15. (514, 280, 597, 291)
received-line: Received October 15, 8.43 a.m. (342, 124, 457, 135)
dateline: BOMBAY, October 14. (359, 136, 440, 147)
paragraph: The Daily Express' New York correspondent states that Mr Morgan and other millionaires are buying heavily to stop the demoralisation of the stock market. (482, 823, 629, 876)
paragraph: One of the party, presenting a rifle, called upon him to surrender. For a moment the quarry stood motionless, and then, with a bound, made off into the dense bush, whence he was pursued for half a mile, but escaped. (950, 1446, 1098, 1509)
column-5 (634, 35, 816, 1734)
paragraph: Under the conditions of presentation the cup must be won twice in succession or three times at intervals, the sheep to be bred and owned by the exhibitors, and on sheep bred by the donor to be eligible to win the cup outright, though they may compete at any time. (170, 1656, 317, 1729)
column-7 (946, 40, 1102, 1734)
received-line: Received October 15, 8.40 p.m. (654, 449, 769, 460)
advertisement: A Present Necessity. A tonic which is worthily recommended by Dr Sheldon's New Discovery is a cough or cold. Cures when all else fails. Price 1s 6d and 3s. Obtainable from H. E. Eton's, Chemist. (794, 1594, 941, 1638)
dateline: WELLINGTON, October 15. (973, 89, 1075, 100)
paragraph: Finally Cr Elliott agreed to hold over his amendment until the return of the Chairman of the Works Committee (Cr Pauling), and the Council agreed to this proposal. (170, 1418, 317, 1471)
paragraph: Cr Ewington: The Mayor introduced new matter, and I have a perfect right to reply. Who's running this show? (170, 1257, 317, 1289)
paragraph: In the House, to-day, Mr H. J. H. Okey (Taranaki) gave notice to ask the Government will place, as an urgent measure, a Bill to remove the duty on flour as the price is becoming prohibitive. (482, 1428, 629, 1481)
paragraph: At the following clause, giving preference to married men or widows with families, Mr A. S. Malcolm moved to make preference contingent on the applicant having a practical knowledge of farming. (794, 236, 941, 299)
dateline: SYDNEY, October 15. (672, 564, 751, 575)
byline: (By Telegraph—Parliamentary Correspondent.) (815, 62, 920, 82)
byline: (From Our Parliamentary Correspondent.) (953, 75, 1095, 84)
byline: By Telegraph—Press Association. (810, 828, 925, 837)
divider (363, 798, 437, 799)
received-line: Received October 15, 9.30 p.m. (498, 705, 613, 716)
subheading: SEVEN PEOPLE DROWNED. (335, 255, 464, 266)
divider (539, 767, 571, 768)
subheading: MR JUSTICE HOOD. (665, 181, 758, 192)
paragraph: The barque Aagot, which went ashore on the west coast of Wauraltee Island, has practically broken up. The disaster is attributed to the set of the current. (638, 751, 785, 793)
divider (695, 428, 727, 429)
advertisement: Chamberlain's Pain Balm is one of the triumphs of modern medicine, for by applying it to bruises, sprains and like injuries before inflammation sets in they will heal much quicker and should not leave a scar. For sale by all dealers. (950, 1662, 1098, 1715)
paragraph: The Mayor considered that there was no reason for carrying out the method adopted in regard to South Road when other applications were received for water, and he was going to oppose any such methods in the future. Even in the town, the custom was that residents had to pay the whole cost of all extraordinary supplies. He instanced the case of Mr C. E. Daniell. (170, 1082, 317, 1187)
dateline: WELLINGTON, October 15. (816, 86, 919, 97)
section-heading: THE PRICE OF FLOUR. (485, 1143, 626, 1157)
byline: (By Telegraph—Parliamentary Correspondent.) (503, 1391, 608, 1411)
paragraph: Cabinet has received Mr Justice Hood's resignation of the presidency of the Industrial Appeal Court. (638, 220, 785, 252)
section-heading: BRITISH RAILWAY TROUBLE. (504, 83, 607, 107)
paragraph: Mr J. A. M'Cullough has so far received no final reply from the Government relative to his suspension, and is quite at a loss to understand the delay. He elected to a report to-day that it seemed as if the Government was delaying matters so that the popular feeling aroused by the suspension might have cooled down by the time the final decision was decided on or was waiting for him to commit further breaches of the regulations by addressing a public meeting, so as to strengthen their position, should they decide on dismissing him. (638, 1172, 785, 1318)
received-line: Received October 15, 9.19 a.m. (654, 644, 769, 655)
paragraph: A meeting of the Social Committee of the Masterton Football Club was held in the Y.M.C.A. Rooms, last evening, when it was reported that all arrangements were well in hand for the social and dance to be held in the Foresters' Hall to-morrow evening. An enthusiastic ladies' committee is working energetically to make the dance a success. During the evening the Renall Cup and medals won during the season will be presented to the winners. Everything points to the function being a decided success. (14, 630, 161, 766)
received-line: Received October 15, 8.40 a.m. (654, 124, 769, 135)
subheading: GREAT HAVOC CAUSED. (342, 241, 457, 252)
subheading: AUSTRALASIAN PRESS ASSOCIATION. (656, 804, 767, 826)
masthead (10, 0, 1104, 36)
divider (675, 1110, 749, 1111)
subheading: ARMY MANOEUVRES ABANDONED. (348, 98, 451, 120)
